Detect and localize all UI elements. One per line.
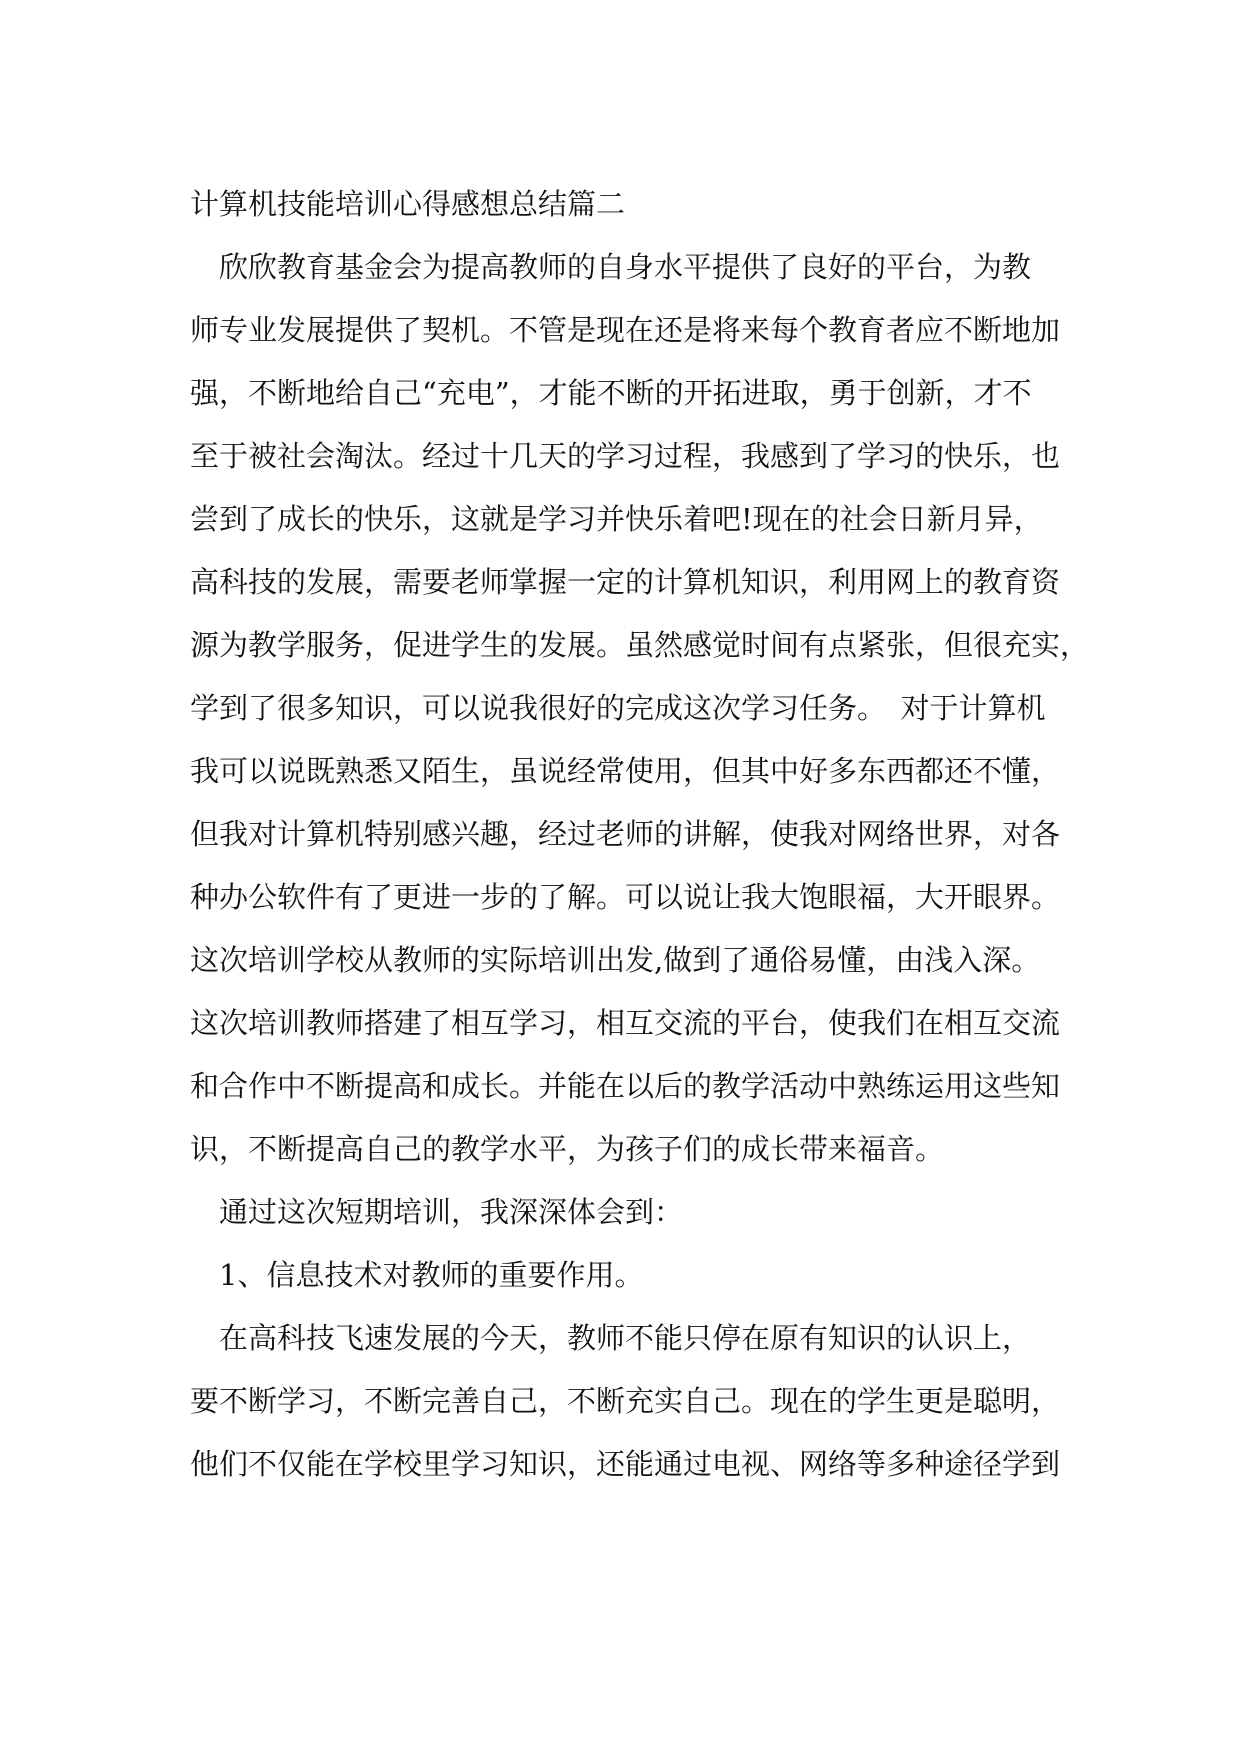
document-title: 计算机技能培训心得感想总结篇二 <box>190 187 626 221</box>
text-line-5: 尝到了成长的快乐，这就是学习并快乐着吧!现在的社会日新月异， <box>190 502 1043 536</box>
text-line-8: 学到了很多知识，可以说我很好的完成这次学习任务。 对于计算机 <box>190 691 1046 725</box>
text-line-6: 高科技的发展，需要老师掌握一定的计算机知识，利用网上的教育资 <box>190 565 1061 599</box>
text-line-15: 识，不断提高自己的教学水平，为孩子们的成长带来福音。 <box>190 1132 945 1166</box>
text-line-2: 师专业发展提供了契机。不管是现在还是将来每个教育者应不断地加 <box>190 313 1061 347</box>
text-line-16: 通过这次短期培训，我深深体会到： <box>190 1195 684 1229</box>
text-line-9: 我可以说既熟悉又陌生，虽说经常使用，但其中好多东西都还不懂， <box>190 754 1061 788</box>
text-line-20: 他们不仅能在学校里学习知识，还能通过电视、网络等多种途径学到 <box>190 1447 1061 1481</box>
text-line-14: 和合作中不断提高和成长。并能在以后的教学活动中熟练运用这些知 <box>190 1069 1061 1103</box>
text-line-17: 1、信息技术对教师的重要作用。 <box>190 1258 644 1292</box>
text-line-13: 这次培训教师搭建了相互学习，相互交流的平台，使我们在相互交流 <box>190 1006 1061 1040</box>
text-line-12: 这次培训学校从教师的实际培训出发,做到了通俗易懂，由浅入深。 <box>190 943 1041 977</box>
text-line-4: 至于被社会淘汰。经过十几天的学习过程，我感到了学习的快乐，也 <box>190 439 1061 473</box>
text-line-11: 种办公软件有了更进一步的了解。可以说让我大饱眼福，大开眼界。 <box>190 880 1061 914</box>
text-line-7: 源为教学服务，促进学生的发展。虽然感觉时间有点紧张，但很充实， <box>190 628 1090 662</box>
text-line-18: 在高科技飞速发展的今天，教师不能只停在原有知识的认识上， <box>190 1321 1032 1355</box>
text-line-19: 要不断学习，不断完善自己，不断充实自己。现在的学生更是聪明， <box>190 1384 1061 1418</box>
text-line-1: 欣欣教育基金会为提高教师的自身水平提供了良好的平台，为教 <box>190 250 1032 284</box>
text-line-3: 强，不断地给自己“充电”，才能不断的开拓进取，勇于创新，才不 <box>190 376 1032 410</box>
text-line-10: 但我对计算机特别感兴趣，经过老师的讲解，使我对网络世界，对各 <box>190 817 1061 851</box>
